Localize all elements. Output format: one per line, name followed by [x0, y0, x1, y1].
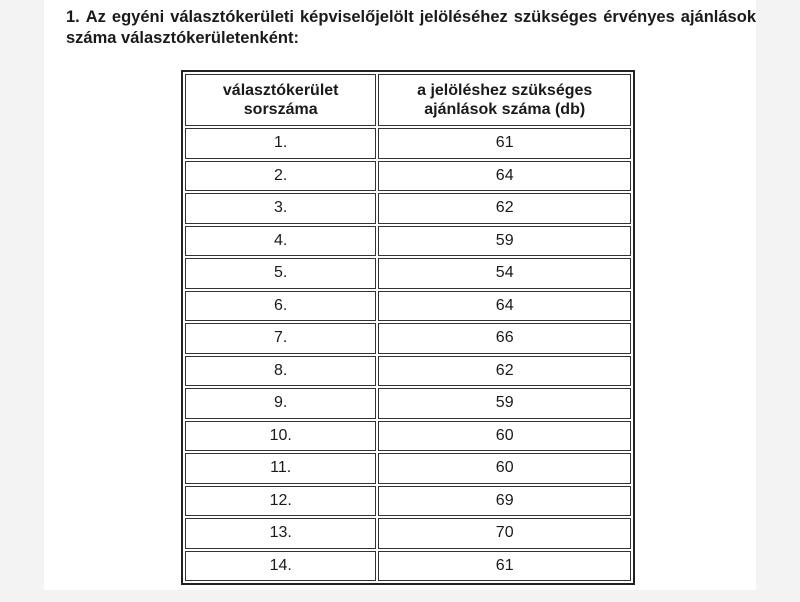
table-row — [185, 226, 631, 257]
table-body — [185, 128, 631, 581]
table-row — [185, 291, 631, 322]
recommendation-count-cell: 66 — [378, 323, 631, 354]
table-row — [185, 388, 631, 419]
district-number-cell: 6. — [185, 291, 376, 322]
district-number-cell: 11. — [185, 453, 376, 484]
recommendation-count-cell: 61 — [378, 551, 631, 582]
district-number-cell: 10. — [185, 421, 376, 452]
recommendation-count-cell: 70 — [378, 518, 631, 549]
district-number-cell: 8. — [185, 356, 376, 387]
table-row — [185, 258, 631, 289]
district-number-cell: 3. — [185, 193, 376, 224]
recommendation-count-cell: 54 — [378, 258, 631, 289]
column-header-count: a jelöléshez szükséges ajánlások száma (db) — [378, 74, 631, 126]
table-row — [185, 161, 631, 192]
recommendation-count-cell: 64 — [378, 161, 631, 192]
recommendation-count-cell: 60 — [378, 453, 631, 484]
recommendation-count-cell: 69 — [378, 486, 631, 517]
table-header-row — [185, 74, 631, 126]
table-row — [185, 453, 631, 484]
section-heading — [66, 7, 756, 49]
table-row — [185, 356, 631, 387]
table-row — [185, 323, 631, 354]
recommendation-count-cell: 62 — [378, 356, 631, 387]
recommendation-count-cell: 62 — [378, 193, 631, 224]
recommendation-count-cell: 59 — [378, 388, 631, 419]
table-row — [185, 421, 631, 452]
document-page — [44, 0, 756, 590]
heading-number: 1. — [66, 8, 80, 26]
district-number-cell: 5. — [185, 258, 376, 289]
recommendation-count-cell: 60 — [378, 421, 631, 452]
recommendation-count-cell: 59 — [378, 226, 631, 257]
column-header-district: választókerület sorszáma — [185, 74, 376, 126]
district-number-cell: 9. — [185, 388, 376, 419]
heading-text: Az egyéni választókerületi képviselőjelölt jelöléséhez szükséges érvényes ajánlások száma választókerületenként: — [66, 8, 756, 47]
district-number-cell: 7. — [185, 323, 376, 354]
table-row — [185, 486, 631, 517]
district-number-cell: 14. — [185, 551, 376, 582]
table-row — [185, 551, 631, 582]
table-row — [185, 128, 631, 159]
table-row — [185, 518, 631, 549]
recommendation-count-cell: 64 — [378, 291, 631, 322]
recommendation-count-cell: 61 — [378, 128, 631, 159]
recommendations-table — [181, 70, 635, 585]
district-number-cell: 4. — [185, 226, 376, 257]
district-number-cell: 13. — [185, 518, 376, 549]
district-number-cell: 12. — [185, 486, 376, 517]
district-number-cell: 1. — [185, 128, 376, 159]
district-number-cell: 2. — [185, 161, 376, 192]
table-row — [185, 193, 631, 224]
